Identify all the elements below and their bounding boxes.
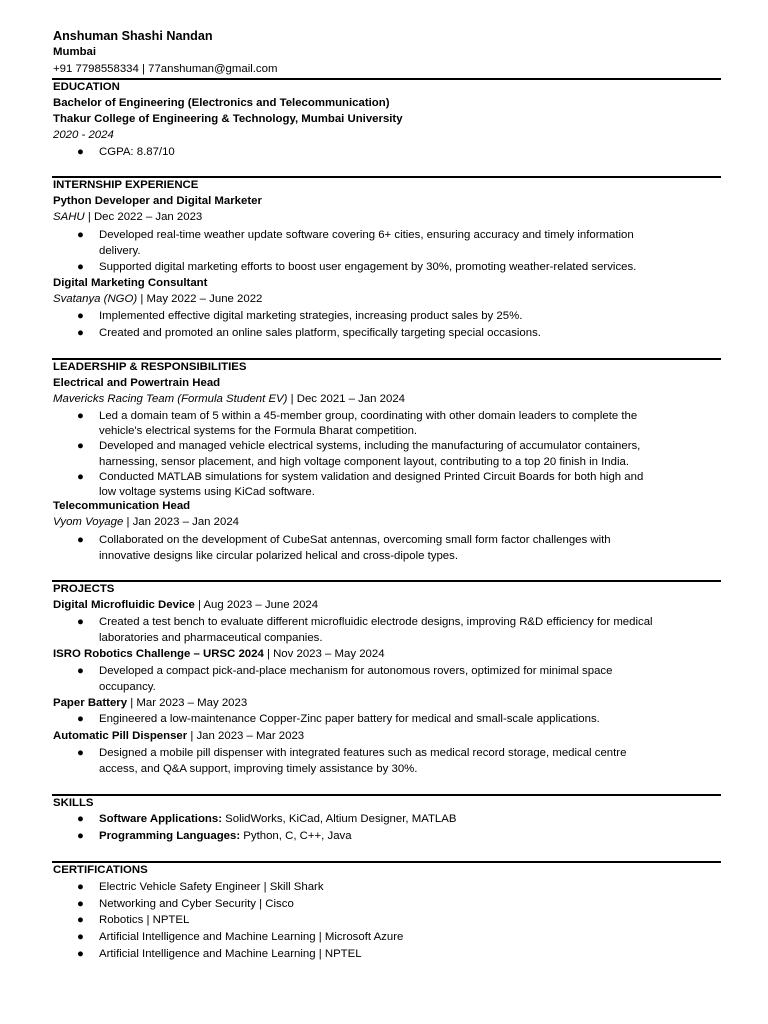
- section-divider: [52, 78, 721, 80]
- bullet-icon: ●: [77, 747, 84, 759]
- bullet-icon: ●: [77, 713, 84, 725]
- bullet-icon: ●: [77, 310, 84, 322]
- role-bullet-line: vehicle's electrical systems for the Formula Bharat competition.: [99, 425, 418, 437]
- bullet-icon: ●: [77, 881, 84, 893]
- role-bullet-line: low voltage systems using KiCad software.: [99, 486, 315, 498]
- project-title: Paper Battery: [53, 697, 128, 709]
- education-degree: Bachelor of Engineering (Electronics and Telecommunication): [53, 97, 390, 109]
- skill-label: Software Applications:: [99, 813, 222, 825]
- project-bullet-line: Engineered a low-maintenance Copper-Zinc paper battery for medical and small-scale applications.: [99, 713, 600, 725]
- job-org: SAHU: [53, 211, 85, 223]
- section-divider: [52, 794, 721, 796]
- project-title: Automatic Pill Dispenser: [53, 730, 188, 742]
- bullet-icon: ●: [77, 813, 84, 825]
- section-heading-skills: SKILLS: [53, 797, 94, 809]
- bullet-icon: ●: [77, 616, 84, 628]
- job-meta: [53, 209, 202, 225]
- skill-value: SolidWorks, KiCad, Altium Designer, MATLAB: [222, 813, 457, 825]
- candidate-contact: +91 7798558334 | 77anshuman@gmail.com: [53, 63, 278, 75]
- certification-item: Artificial Intelligence and Machine Learning | NPTEL: [99, 948, 362, 960]
- skill-value: Python, C, C++, Java: [240, 830, 352, 842]
- skill-label: Programming Languages:: [99, 830, 241, 842]
- bullet-icon: ●: [77, 665, 84, 677]
- bullet-icon: ●: [77, 830, 84, 842]
- section-heading-leadership: LEADERSHIP & RESPONSIBILITIES: [53, 361, 247, 373]
- project-header: [53, 695, 247, 711]
- job-bullet-line: Implemented effective digital marketing strategies, increasing product sales by 25%.: [99, 310, 523, 322]
- role-dates: | Jan 2023 – Jan 2024: [123, 516, 239, 528]
- candidate-name: Anshuman Shashi Nandan: [53, 29, 213, 43]
- education-college: Thakur College of Engineering & Technology, Mumbai University: [53, 113, 403, 125]
- skill-line: [99, 811, 456, 827]
- job-bullet-line: delivery.: [99, 245, 141, 257]
- education-years: 2020 - 2024: [53, 129, 114, 141]
- section-divider: [52, 861, 721, 863]
- bullet-icon: ●: [77, 948, 84, 960]
- section-divider: [52, 580, 721, 582]
- bullet-icon: ●: [77, 898, 84, 910]
- job-title: Digital Marketing Consultant: [53, 277, 208, 289]
- bullet-icon: ●: [77, 534, 84, 546]
- bullet-icon: ●: [77, 410, 84, 422]
- role-bullet-line: Collaborated on the development of CubeSat antennas, overcoming small form factor challenges with: [99, 534, 611, 546]
- certification-item: Robotics | NPTEL: [99, 914, 190, 926]
- role-meta: [53, 391, 405, 407]
- job-bullet-line: Developed real-time weather update software covering 6+ cities, ensuring accuracy and timely information: [99, 229, 634, 241]
- role-org: Vyom Voyage: [53, 516, 124, 528]
- bullet-icon: ●: [77, 229, 84, 241]
- certification-item: Networking and Cyber Security | Cisco: [99, 898, 294, 910]
- role-bullet-line: Led a domain team of 5 within a 45-member group, coordinating with other domain leaders to complete the: [99, 410, 638, 422]
- candidate-city: Mumbai: [53, 46, 97, 58]
- role-bullet-line: Developed and managed vehicle electrical systems, including the manufacturing of accumulator containers,: [99, 440, 641, 452]
- project-bullet-line: laboratories and pharmaceutical companies.: [99, 632, 323, 644]
- certification-item: Electric Vehicle Safety Engineer | Skill Shark: [99, 881, 324, 893]
- project-bullet-line: Designed a mobile pill dispenser with integrated features such as medical record storage, medical centre: [99, 747, 627, 759]
- role-bullet-line: innovative designs like circular polarized helical and cross-dipole types.: [99, 550, 458, 562]
- education-gpa: CGPA: 8.87/10: [99, 146, 175, 158]
- job-title: Python Developer and Digital Marketer: [53, 195, 262, 207]
- project-bullet-line: occupancy.: [99, 681, 156, 693]
- project-dates: | Aug 2023 – June 2024: [194, 599, 319, 611]
- role-bullet-line: Conducted MATLAB simulations for system validation and designed Printed Circuit Boards for both high and: [99, 471, 644, 483]
- project-title: Digital Microfluidic Device: [53, 599, 195, 611]
- role-title: Telecommunication Head: [53, 500, 191, 512]
- job-dates: | May 2022 – June 2022: [137, 293, 263, 305]
- project-header: [53, 646, 385, 662]
- bullet-icon: ●: [77, 914, 84, 926]
- project-bullet-line: Created a test bench to evaluate different microfluidic electrode designs, improving R&D efficiency for medical: [99, 616, 653, 628]
- bullet-icon: ●: [77, 471, 84, 483]
- project-header: [53, 597, 318, 613]
- project-dates: | Mar 2023 – May 2023: [127, 697, 248, 709]
- job-dates: | Dec 2022 – Jan 2023: [84, 211, 203, 223]
- role-dates: | Dec 2021 – Jan 2024: [287, 393, 406, 405]
- project-header: [53, 728, 304, 744]
- certification-item: Artificial Intelligence and Machine Learning | Microsoft Azure: [99, 931, 404, 943]
- section-heading-education: EDUCATION: [53, 81, 120, 93]
- bullet-icon: ●: [77, 440, 84, 452]
- project-bullet-line: Developed a compact pick-and-place mechanism for autonomous rovers, optimized for minimal space: [99, 665, 613, 677]
- skill-line: [99, 828, 352, 844]
- job-meta: [53, 291, 262, 307]
- project-title: ISRO Robotics Challenge – URSC 2024: [53, 648, 264, 660]
- project-bullet-line: access, and Q&A support, improving timely assistance by 30%.: [99, 763, 418, 775]
- job-bullet-line: Supported digital marketing efforts to boost user engagement by 30%, promoting weather-related services.: [99, 261, 637, 273]
- job-bullet-line: Created and promoted an online sales platform, specifically targeting special occasions.: [99, 327, 541, 339]
- section-heading-projects: PROJECTS: [53, 583, 115, 595]
- section-heading-internship: INTERNSHIP EXPERIENCE: [53, 179, 199, 191]
- role-meta: [53, 514, 239, 530]
- bullet-icon: ●: [77, 261, 84, 273]
- section-heading-certifications: CERTIFICATIONS: [53, 864, 148, 876]
- role-title: Electrical and Powertrain Head: [53, 377, 221, 389]
- bullet-icon: ●: [77, 327, 84, 339]
- project-dates: | Nov 2023 – May 2024: [263, 648, 385, 660]
- role-org: Mavericks Racing Team (Formula Student EV): [53, 393, 288, 405]
- bullet-icon: ●: [77, 931, 84, 943]
- job-org: Svatanya (NGO): [53, 293, 138, 305]
- project-dates: | Jan 2023 – Mar 2023: [187, 730, 305, 742]
- bullet-icon: ●: [77, 146, 84, 158]
- role-bullet-line: harnessing, sensor placement, and high voltage component layout, contributing to a top 20 finish in India.: [99, 456, 630, 468]
